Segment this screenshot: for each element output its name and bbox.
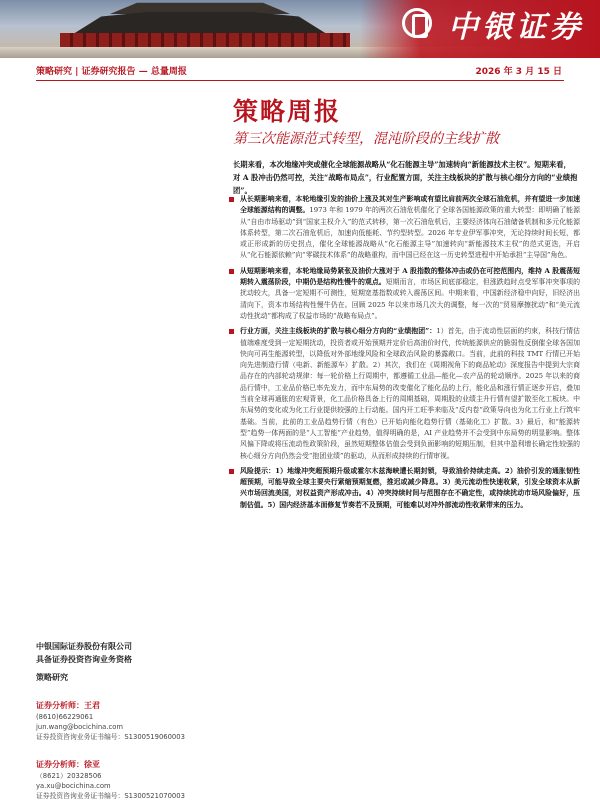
bullet-square-icon (229, 197, 234, 202)
analyst-email[interactable]: ya.xu@bocichina.com (36, 782, 111, 790)
org-qualification: 具备证券投资咨询业务资格 (36, 655, 132, 664)
analyst-card (36, 752, 216, 801)
analyst-phone: （8621）20328506 (36, 772, 102, 780)
key-point-lead: 从短期影响来看，本轮地缘局势紧张及油价大涨对于 A 股指数的整体冲击或仍在可控范围内，维持 A 股震荡短期转入震荡阶段，中期仍是结构性慢牛的观点。 (240, 266, 580, 287)
analyst-email[interactable]: jun.wang@bocichina.com (36, 723, 123, 731)
analyst-cert: 证券投资咨询业务证书编号：S1300519060003 (36, 733, 185, 741)
key-point-risk (228, 466, 580, 511)
analyst-label: 证券分析师： (36, 760, 84, 769)
key-point-lead: 风险提示： (240, 466, 276, 475)
key-point-body: 1）首先，由于流动性层面的约束，科技行情估值端难度受到一定短期扰动，投资者或开始预期并定价后高油价时代，传统能源供应的脆弱性反倒催全球各国加快向可再生能源转型，以降低对外部地缘风险和全球政治风险的暴露敞口。当前，此前的科技 TMT 行情已开始向先进制造行情（电新、新能源车）扩散。2）其次，我们在《周期视角下的商品轮动》深度报告中提到大宗商品存在的内部轮动规律：每一轮价格上行周期中，都遵循工业品—能化—农产品的轮动顺序。2025 年以来的商品行情中，工业品价格已率先发力，而中东局势的改变催化了能化品的上行，能化品和涨行情正逐步开启，叠加当前全球再通胀的宏观背景，化工品价格具备上行的周期基础，周期股的业绩主升行情有望扩散至化工板块。中东局势的变化或为化工行业提供较强的上行动能。国内开工旺季来临及“反内卷”政策导向也为化工行业上行筑牢基础。当前，此前的工业品趋势行情（有色）已开始向能化趋势行情（基础化工）扩散。3）最后，和“能源转型”趋势一体两面的是“人工智能”产业趋势，值得明确的是，AI 产业趋势并不会受到中东局势的明显影响。整体风偏下降或将压流动性政策阶段，虽然短期整体估值会受到负面影响的短期压制，但其中盈利增长确定性较强的核心细分方向仍然会受“抱团业绩”的驱动，从而形成持续的行情审视。 (240, 327, 580, 460)
analyst-card (36, 693, 216, 742)
banner-palace-roof-top (110, 0, 290, 14)
report-date: 2026 年 3 月 15 日 (475, 67, 562, 77)
key-points-list (228, 194, 580, 515)
key-point-lead: 行业方面，关注主线板块的扩散与核心细分方向的“业绩抱团”： (240, 327, 437, 336)
bullet-square-icon (229, 329, 234, 334)
key-point-short-term (228, 266, 580, 322)
report-kind: 策略研究 (36, 673, 68, 682)
page-title: 策略周报 (233, 97, 342, 126)
key-point-body: 短期而言，市场区间底部稳定，但涨跌趋时点受军事冲突事项的扰动较大，具备一定短期不可测性，短期宽基指数或转入震荡区间。中期来看，中国新经济稳中向好，旧经济出清向下，资本市场结构性慢牛仍在。回顾 2025 年以来市场几次大的调整，每一次的“贸易摩擦扰动”和“美元流动性扰动”都构成了权益市场的“战略布局点”。 (240, 278, 580, 320)
sidebar-org-info (36, 640, 216, 801)
logo-panel (360, 0, 600, 58)
header-banner (0, 0, 600, 58)
report-category: 策略研究 | 证券研究报告 — 总量周报 (36, 67, 187, 77)
key-point-body: 1973 年和 1979 年的两次石油危机催化了全球各国能源政策的重大转型：即明确了能源从“自由市场驱动”到“国家主权介入”的范式转移，第一次石油危机后，主要经济体向石油储备机制和多元化能源体系转型，第二次石油危机后，加速向低能耗、节约型转型。2026 年专业伊军事冲突，无论持续时间长短，都或正形成新的历史拐点，催化全球能源战略从“化石能源主导”加速转向“新能源技术主权”的范式更迭，开启从“化石能源依赖”向“零碳技术体系”的战略重构，而中国已经在这一历史转型进程中开始承担“主导国”角色。 (240, 206, 581, 260)
report-meta-bar (36, 62, 564, 80)
bullet-square-icon (229, 269, 234, 274)
analyst-name: 王君 (84, 701, 100, 710)
analyst-name: 徐亚 (84, 760, 100, 769)
header-divider (36, 80, 564, 81)
logo-text: 中银证券 (448, 10, 584, 45)
org-name: 中银国际证券股份有限公司 (36, 642, 132, 651)
key-point-body: 1）地缘冲突超预期升级或霍尔木兹海峡遭长期封锁，导致油价持续走高。2）油价引发的通胀韧性超预期，可能导致全球主要央行紧缩预期复燃，推迟或减少降息。3）美元流动性快速收紧，引发全球资本从新兴市场回流美国，对权益资产形成冲击。4）冲突持续时间与范围存在不确定性，或持续扰动市场风险偏好，压制估值。5）国内经济基本面修复节奏若不及预期，可能难以对冲外部流动性收紧带来的压力。 (240, 466, 580, 509)
key-point-lead: 从长期影响来看，本轮地缘引发的油价上涨及其对生产影响或有望比肩前两次全球石油危机，并有望进一步加速全球能源结构的调整。 (240, 195, 580, 215)
key-point-long-term (228, 194, 580, 262)
key-point-industry (228, 326, 580, 462)
analyst-label: 证券分析师： (36, 701, 84, 710)
summary-paragraph: 长期来看，本次地缘冲突或催化全球能源战略从“化石能源主导”加速转向“新能源技术主权”。短期来看，对 A 股冲击仍然可控，关注“战略布局点”，行业配置方面，关注主线板块的扩散与核心细分方向的“业绩抱团”。 (233, 160, 578, 195)
bank-of-china-logo-icon (402, 8, 432, 38)
page-subtitle: 第三次能源范式转型，混沌阶段的主线扩散 (233, 131, 499, 147)
analyst-cert: 证券投资咨询业务证书编号：S1300521070003 (36, 792, 185, 800)
analyst-phone: (8610)66229061 (36, 713, 94, 721)
bullet-square-icon (229, 469, 234, 474)
